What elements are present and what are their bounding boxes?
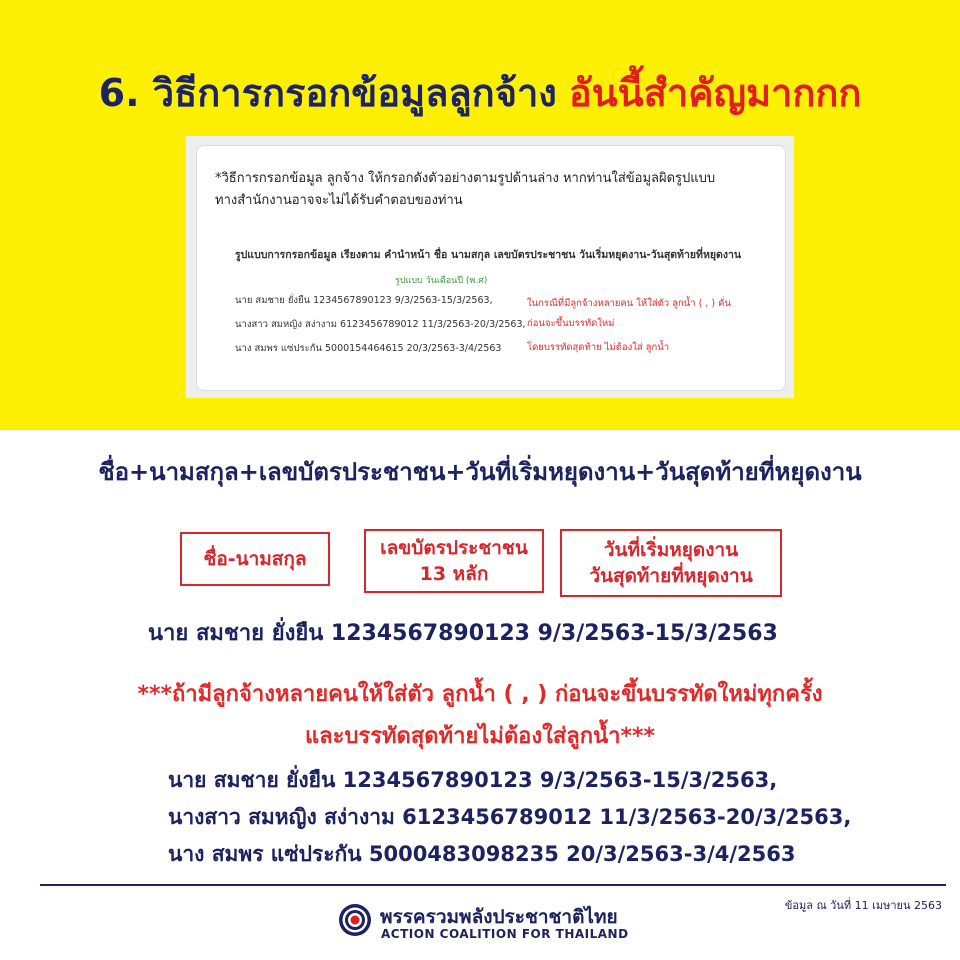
form-screenshot-card [196,145,786,391]
label-box-id-card [364,529,544,593]
screenshot-format-line: รูปแบบการกรอกข้อมูล เรียงตาม คำนำหน้า ชื่อ นามสกุล เลขบัตรประชาชน วันเริ่มหยุดงาน-วันสุดท้ายที่หยุดงาน [235,249,742,261]
party-name-english: ACTION COALITION FOR THAILAND [381,927,629,941]
screenshot-example-line: นาง สมพร แซ่ประกัน 5000154464615 20/3/2563-3/4/2563 [235,343,502,354]
screenshot-note-line: โดยบรรทัดสุดท้าย ไม่ต้องใส่ ลูกน้ำ [527,342,670,353]
label-id-text: เลขบัตรประชาชน [380,537,528,559]
yellow-banner [0,0,960,430]
screenshot-note-line: ก่อนจะขึ้นบรรทัดใหม่ [527,318,615,329]
form-screenshot [186,136,794,398]
screenshot-example-line: นางสาว สมหญิง สง่างาม 6123456789012 11/3/2563-20/3/2563, [235,319,526,330]
label-box-name [180,532,330,586]
single-entry-example: นาย สมชาย ยั่งยืน 1234567890123 9/3/2563-15/3/2563 [148,621,778,646]
screenshot-format-sub: รูปแบบ วันเดือนปี (พ.ศ) [395,276,488,286]
multi-entry-example-line: นาง สมพร แซ่ประกัน 5000483098235 20/3/2563-3/4/2563 [168,842,796,866]
screenshot-intro-line: ทางสำนักงานอาจจะไม่ได้รับคำตอบของท่าน [215,193,463,208]
multi-entry-example-line: นางสาว สมหญิง สง่างาม 6123456789012 11/3/2563-20/3/2563, [168,805,852,829]
label-name-text: ชื่อ-นามสกุล [203,548,307,570]
title-emphasis: อันนี้สำคัญมากกก [568,71,862,115]
label-end-date: วันสุดท้ายที่หยุดงาน [589,565,753,587]
screenshot-intro-line: *วิธีการกรอกข้อมูล ลูกจ้าง ให้กรอกดังตัวอย่างตามรูปด้านล่าง หากท่านใส่ข้อมูลผิดรูปแบบ [215,171,716,186]
screenshot-intro [215,168,715,212]
screenshot-note-line: ในกรณีที่มีลูกจ้างหลายคน ให้ใส่ตัว ลูกน้ำ ( , ) คั่น [527,298,731,309]
label-start-date: วันที่เริ่มหยุดงาน [603,539,739,561]
label-box-dates [560,529,782,597]
comma-warning-line: และบรรทัดสุดท้ายไม่ต้องใส่ลูกน้ำ*** [304,724,655,749]
screenshot-example-line: นาย สมชาย ยั่งยืน 1234567890123 9/3/2563-15/3/2563, [235,295,493,306]
title-main: 6. วิธีการกรอกข้อมูลลูกจ้าง [98,71,557,115]
footer-divider [40,884,946,886]
field-order-formula: ชื่อ+นามสกุล+เลขบัตรประชาชน+วันที่เริ่มหยุดงาน+วันสุดท้ายที่หยุดงาน [98,458,862,486]
comma-warning-line: ***ถ้ามีลูกจ้างหลายคนให้ใส่ตัว ลูกน้ำ ( , ) ก่อนจะขึ้นบรรทัดใหม่ทุกครั้ง [137,682,823,707]
party-name-thai: พรรครวมพลังประชาชาติไทย [380,906,618,928]
page-title [0,62,960,123]
label-id-digits: 13 หลัก [419,563,489,585]
data-as-of-date: ข้อมูล ณ วันที่ 11 เมษายน 2563 [784,899,942,912]
party-logo-icon [338,903,372,937]
multi-entry-example-line: นาย สมชาย ยั่งยืน 1234567890123 9/3/2563-15/3/2563, [168,768,778,792]
